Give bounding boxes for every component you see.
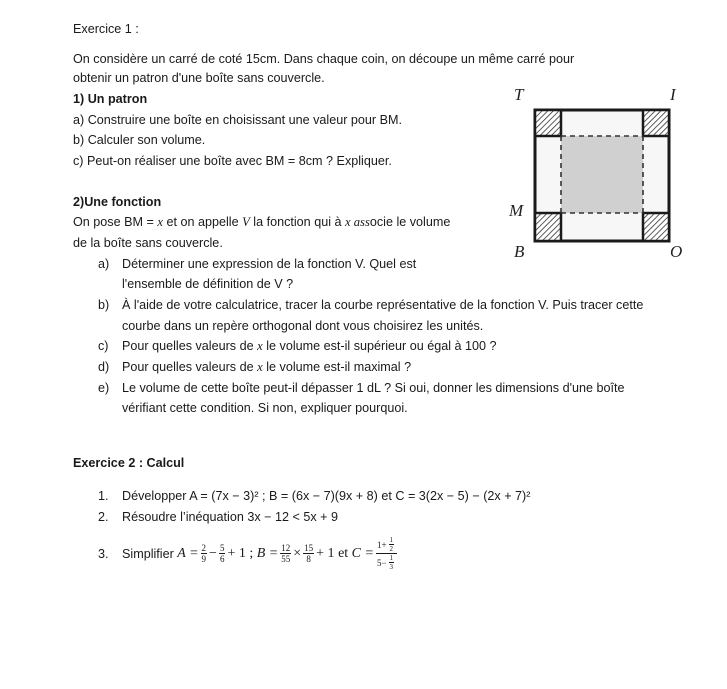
part2-intro-line1	[73, 215, 450, 230]
numerator: 12	[281, 543, 291, 553]
item-label: 1.	[98, 489, 109, 503]
item-text: Pour quelles valeurs de	[122, 360, 258, 374]
item-text: Résoudre l’inéquation 3x − 12 < 5x + 9	[122, 510, 338, 524]
part2-heading: 2)Une fonction	[73, 195, 162, 209]
part2-item-d	[98, 360, 411, 375]
part2-item-a	[98, 257, 416, 271]
expr-B-tail: + 1	[316, 545, 335, 561]
text: la fonction qui à	[249, 215, 345, 229]
part2-item-b-line2: courbe dans un repère orthogonal dont vous choisirez les unités.	[122, 319, 484, 333]
compound-fraction	[376, 536, 397, 571]
item-text: Le volume de cette boîte peut-il dépasser 1 dL ? Si oui, donner les dimensions d'une boîte	[122, 381, 625, 395]
item-label: 2.	[98, 510, 109, 524]
exercise1-intro-line2: obtenir un patron d'une boîte sans couvercle.	[73, 71, 325, 85]
item-text: Déterminer une expression de la fonction V. Quel est	[122, 257, 417, 271]
denominator: 6	[219, 554, 225, 564]
var-x: x	[157, 215, 163, 229]
label-M: M	[509, 201, 524, 220]
item-label: a)	[98, 257, 110, 271]
item-text: Simplifier	[122, 546, 174, 561]
item-text: Développer A = (7x − 3)² ; B = (6x − 7)(9x + 8) et C = 3(2x − 5) − (2x + 7)²	[122, 489, 531, 503]
part1-item-c: c) Peut-on réaliser une boîte avec BM = 8cm ? Expliquer.	[73, 154, 392, 168]
corner-cut-bottom-right	[643, 213, 669, 241]
var-x: x	[257, 339, 263, 353]
expr-C-label: C =	[351, 545, 374, 561]
denominator: 55	[281, 554, 291, 564]
label-I: I	[670, 85, 676, 104]
var-V: V	[242, 215, 250, 229]
label-B: B	[514, 242, 525, 261]
item-text: À l'aide de votre calculatrice, tracer la courbe représentative de la fonction V. Puis tracer cette	[122, 298, 644, 312]
exercise1-title: Exercice 1 :	[73, 22, 139, 36]
fraction	[389, 536, 395, 553]
numerator	[376, 536, 397, 554]
text: 5−	[376, 557, 387, 568]
fraction	[280, 543, 291, 564]
operator: ×	[293, 545, 302, 561]
exercise2-item-2	[98, 510, 338, 524]
part2-item-c	[98, 339, 497, 354]
exercise2-item-3	[98, 536, 399, 571]
label-T: T	[514, 85, 524, 104]
fraction	[201, 543, 208, 564]
item-text: le volume est-il maximal ?	[262, 360, 412, 374]
conjunction: et	[338, 545, 349, 561]
item-label: c)	[98, 339, 109, 353]
var-x: x	[257, 360, 263, 374]
part2-item-a-line2: l'ensemble de définition de V ?	[122, 277, 294, 291]
part2-item-e	[98, 381, 625, 395]
numerator: 1	[389, 536, 394, 544]
denominator: 2	[389, 545, 394, 553]
exercise1-intro-line1: On considère un carré de coté 15cm. Dans chaque coin, on découpe un même carré pour	[73, 52, 575, 66]
corner-cut-top-left	[535, 110, 561, 136]
fraction	[303, 543, 314, 564]
expr-A-tail: + 1 ;	[227, 545, 254, 561]
text: 1+	[376, 539, 387, 550]
item-label: e)	[98, 381, 110, 395]
base-square	[561, 136, 643, 213]
item-label: d)	[98, 360, 110, 374]
corner-cut-top-right	[643, 110, 669, 136]
text: et on appelle	[162, 215, 243, 229]
operator: −	[209, 545, 217, 561]
box-net-diagram	[533, 108, 671, 243]
text: ocie le volume	[369, 215, 451, 229]
fraction	[219, 543, 226, 564]
fraction	[389, 554, 395, 571]
denominator: 8	[306, 554, 311, 564]
denominator: 9	[201, 554, 207, 564]
numerator: 5	[219, 543, 225, 553]
part2-item-e-line2: vérifiant cette condition. Si non, expliquer pourquoi.	[122, 401, 408, 415]
part1-item-b: b) Calculer son volume.	[73, 133, 206, 147]
numerator: 15	[304, 543, 314, 553]
item-text: Pour quelles valeurs de	[122, 339, 258, 353]
denominator: 3	[389, 563, 394, 571]
denominator	[376, 554, 397, 571]
exercise2-title: Exercice 2 : Calcul	[73, 456, 185, 470]
box-pattern-figure	[505, 85, 695, 265]
part1-heading: 1) Un patron	[73, 92, 148, 106]
item-label: b)	[98, 298, 110, 312]
part2-intro-line2: de la boîte sans couvercle.	[73, 236, 223, 250]
var-x: x	[345, 215, 351, 229]
part2-item-b	[98, 298, 643, 312]
expr-A-label: A =	[177, 545, 199, 561]
corner-cut-bottom-left	[535, 213, 561, 241]
numerator: 1	[389, 554, 394, 562]
item-label: 3.	[98, 546, 109, 561]
text-italic: ass	[350, 215, 370, 229]
text: On pose BM =	[73, 215, 158, 229]
part1-item-a: a) Construire une boîte en choisissant une valeur pour BM.	[73, 113, 403, 127]
expr-B-label: B =	[256, 545, 279, 561]
numerator: 2	[201, 543, 207, 553]
label-O: O	[670, 242, 683, 261]
exercise2-item-1	[98, 489, 530, 503]
item-text: le volume est-il supérieur ou égal à 100 ?	[262, 339, 497, 353]
